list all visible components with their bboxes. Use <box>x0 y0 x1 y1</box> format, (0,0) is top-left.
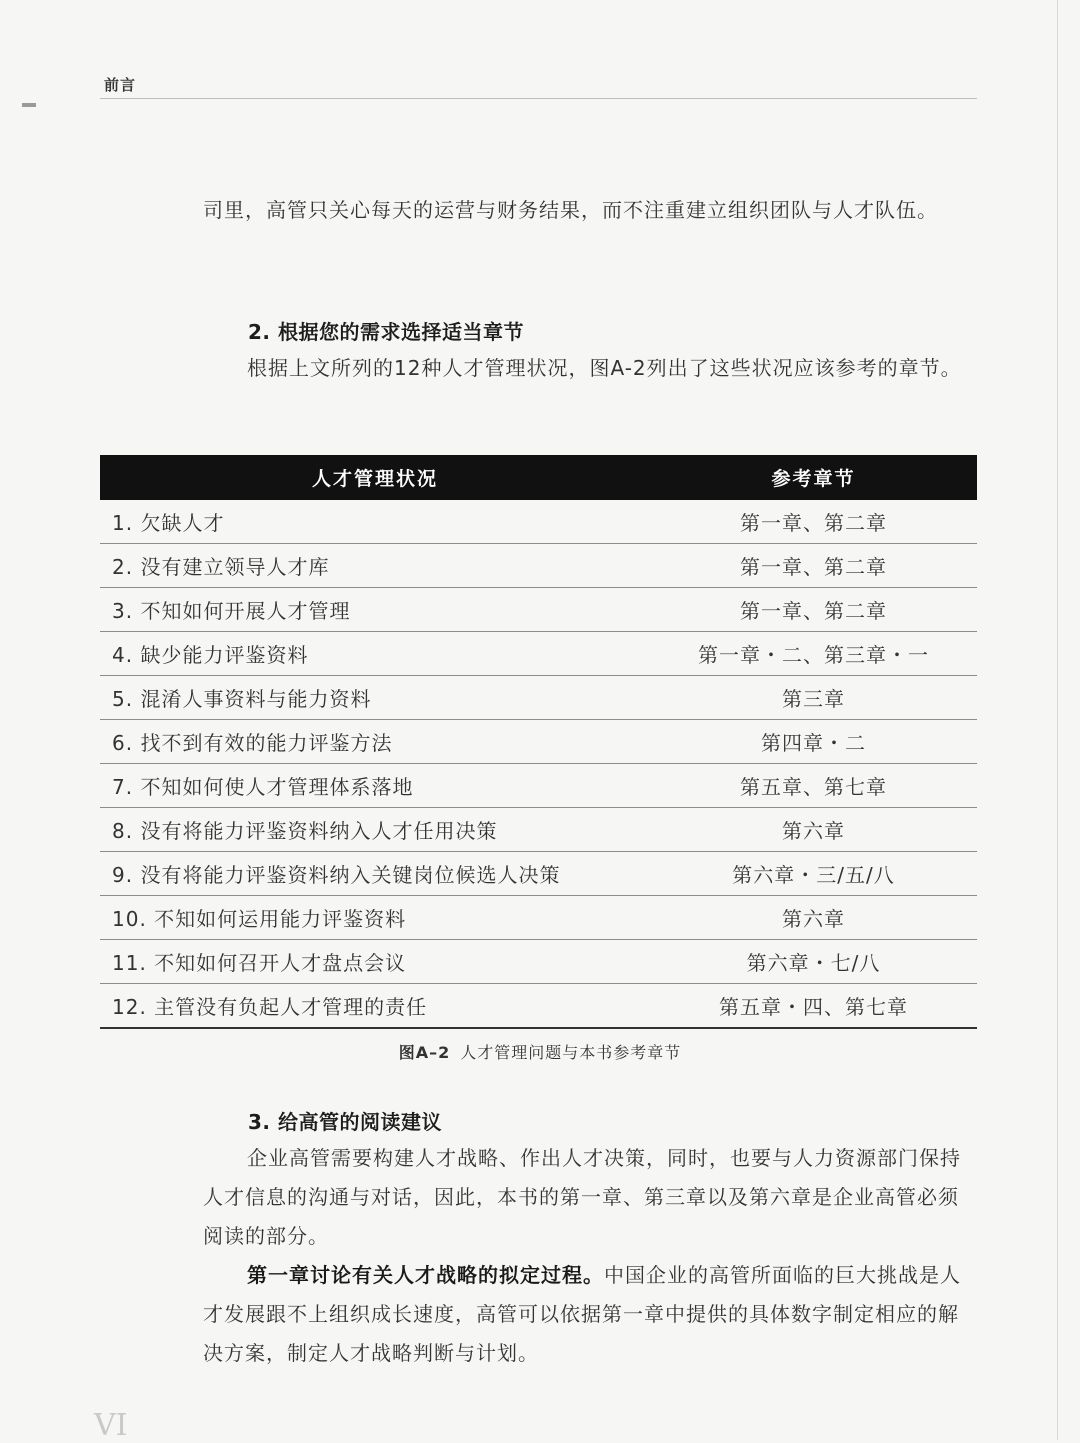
table-row <box>100 632 977 676</box>
ref-cell: 第五章・四、第七章 <box>650 984 977 1029</box>
page-number: VI <box>94 1408 128 1443</box>
corner-mark <box>22 103 36 107</box>
issue-cell: 11. 不知如何召开人才盘点会议 <box>100 940 650 984</box>
ref-cell: 第六章・三/五/八 <box>650 852 977 896</box>
caption-text: 人才管理问题与本书参考章节 <box>460 1043 682 1062</box>
ref-cell: 第一章・二、第三章・一 <box>650 632 977 676</box>
issue-cell: 7. 不知如何使人才管理体系落地 <box>100 764 650 808</box>
table-row <box>100 940 977 984</box>
ref-cell: 第五章、第七章 <box>650 764 977 808</box>
ref-cell: 第六章 <box>650 808 977 852</box>
section-3-title: 3. 给高管的阅读建议 <box>248 1110 442 1134</box>
table-row <box>100 852 977 896</box>
ref-cell: 第六章 <box>650 896 977 940</box>
reference-table <box>100 455 977 1029</box>
issue-cell: 1. 欠缺人才 <box>100 500 650 544</box>
section-3-body: 企业高管需要构建人才战略、作出人才决策，同时，也要与人力资源部门保持人才信息的沟通与对话，因此，本书的第一章、第三章以及第六章是企业高管必须阅读的部分。 <box>203 1146 961 1248</box>
issue-cell: 8. 没有将能力评鉴资料纳入人才任用决策 <box>100 808 650 852</box>
issue-cell: 9. 没有将能力评鉴资料纳入关键岗位候选人决策 <box>100 852 650 896</box>
table-row <box>100 588 977 632</box>
issue-cell: 6. 找不到有效的能力评鉴方法 <box>100 720 650 764</box>
table-header-row <box>100 455 977 500</box>
ref-cell: 第一章、第二章 <box>650 588 977 632</box>
table-row <box>100 720 977 764</box>
caption-number: 图A–2 <box>398 1043 451 1062</box>
issue-cell: 5. 混淆人事资料与能力资料 <box>100 676 650 720</box>
section-2-body: 根据上文所列的12种人才管理状况，图A-2列出了这些状况应该参考的章节。 <box>247 356 962 380</box>
issue-cell: 4. 缺少能力评鉴资料 <box>100 632 650 676</box>
ref-cell: 第一章、第二章 <box>650 544 977 588</box>
figure-caption <box>0 1040 1080 1063</box>
table-row <box>100 984 977 1029</box>
issue-cell: 2. 没有建立领导人才库 <box>100 544 650 588</box>
page-edge <box>1057 0 1058 1440</box>
ref-cell: 第四章・二 <box>650 720 977 764</box>
table-row <box>100 896 977 940</box>
section-3-body-2 <box>203 1256 978 1373</box>
bold-lead-sentence: 第一章讨论有关人才战略的拟定过程。 <box>247 1263 604 1287</box>
issue-cell: 3. 不知如何开展人才管理 <box>100 588 650 632</box>
running-header: 前言 <box>104 76 137 94</box>
issue-cell: 10. 不知如何运用能力评鉴资料 <box>100 896 650 940</box>
issue-cell: 12. 主管没有负起人才管理的责任 <box>100 984 650 1029</box>
table-row <box>100 808 977 852</box>
section-2-title: 2. 根据您的需求选择适当章节 <box>248 320 524 344</box>
table-row <box>100 544 977 588</box>
intro-paragraph: 司里，高管只关心每天的运营与财务结果，而不注重建立组织团队与人才队伍。 <box>203 198 938 222</box>
lead-rest-text: 中国企业的高管所面临的巨大挑战是人才发展跟不上组织成长速度，高管可以依据第一章中提供的具体数字制定相应的解决方案，制定人才战略判断与计划。 <box>203 1263 961 1365</box>
table-row <box>100 676 977 720</box>
table-row <box>100 500 977 544</box>
header-issue: 人才管理状况 <box>100 455 650 500</box>
table-row <box>100 764 977 808</box>
header-rule <box>100 98 977 99</box>
ref-cell: 第三章 <box>650 676 977 720</box>
header-ref: 参考章节 <box>650 455 977 500</box>
ref-cell: 第一章、第二章 <box>650 500 977 544</box>
ref-cell: 第六章・七/八 <box>650 940 977 984</box>
